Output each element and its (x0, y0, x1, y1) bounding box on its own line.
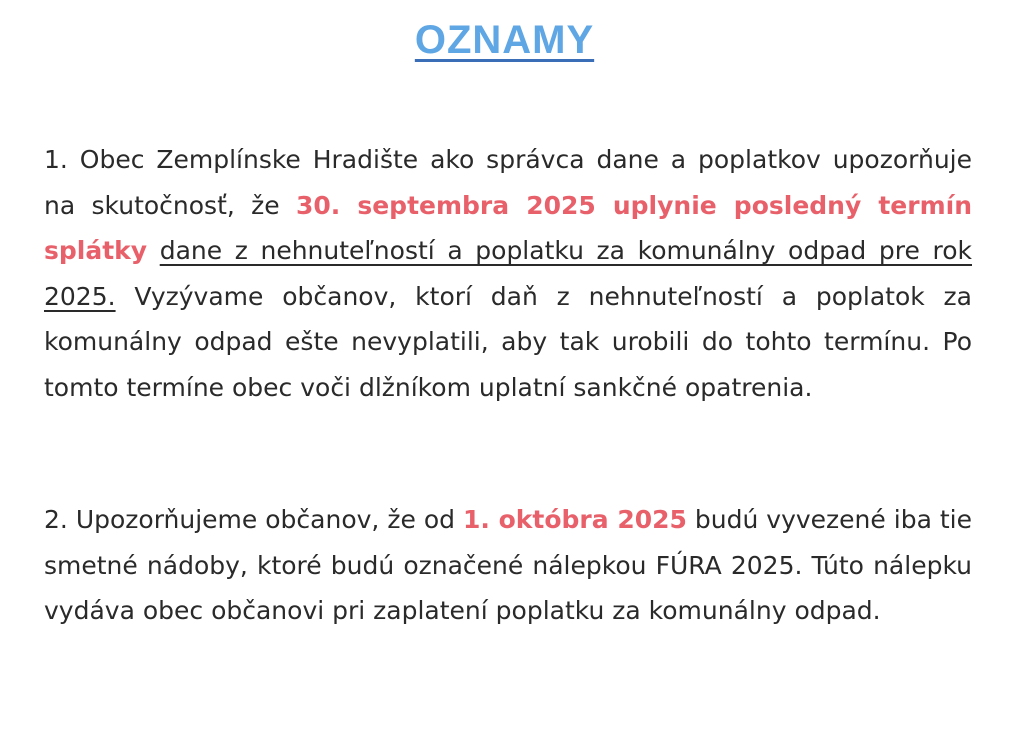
notice-1-underlined: dane z nehnuteľností a poplatku za komunálny odpad pre rok 2025. (44, 236, 972, 311)
notice-2-date: 1. októbra 2025 (462, 505, 687, 534)
notice-1 (44, 137, 972, 410)
notice-2-intro: 2. Upozorňujeme občanov, že od (44, 505, 463, 534)
notice-2 (44, 497, 972, 634)
page-title (0, 18, 1009, 63)
notice-1-intro: 1. Obec Zemplínske Hradište ako správca dane a poplatkov upozorňuje na skutočnosť, že (44, 145, 972, 220)
page-title-text: OZNAMY (414, 18, 595, 62)
notice-1-deadline: 30. septembra 2025 uplynie posledný termín splátky (44, 190, 973, 265)
notice-1-rest: Vyzývame občanov, ktorí daň z nehnuteľností a poplatok za komunálny odpad ešte nevyplatili, aby tak urobili do tohto termínu. Po tomto termíne obec voči dlžníkom uplatní sankčné opatrenia. (44, 281, 972, 402)
notice-2-rest: budú vyvezené iba tie smetné nádoby, ktoré budú označené nálepkou FÚRA 2025. Túto nálepku vydáva obec občanovi pri zaplatení poplatku za komunálny odpad. (44, 505, 972, 625)
